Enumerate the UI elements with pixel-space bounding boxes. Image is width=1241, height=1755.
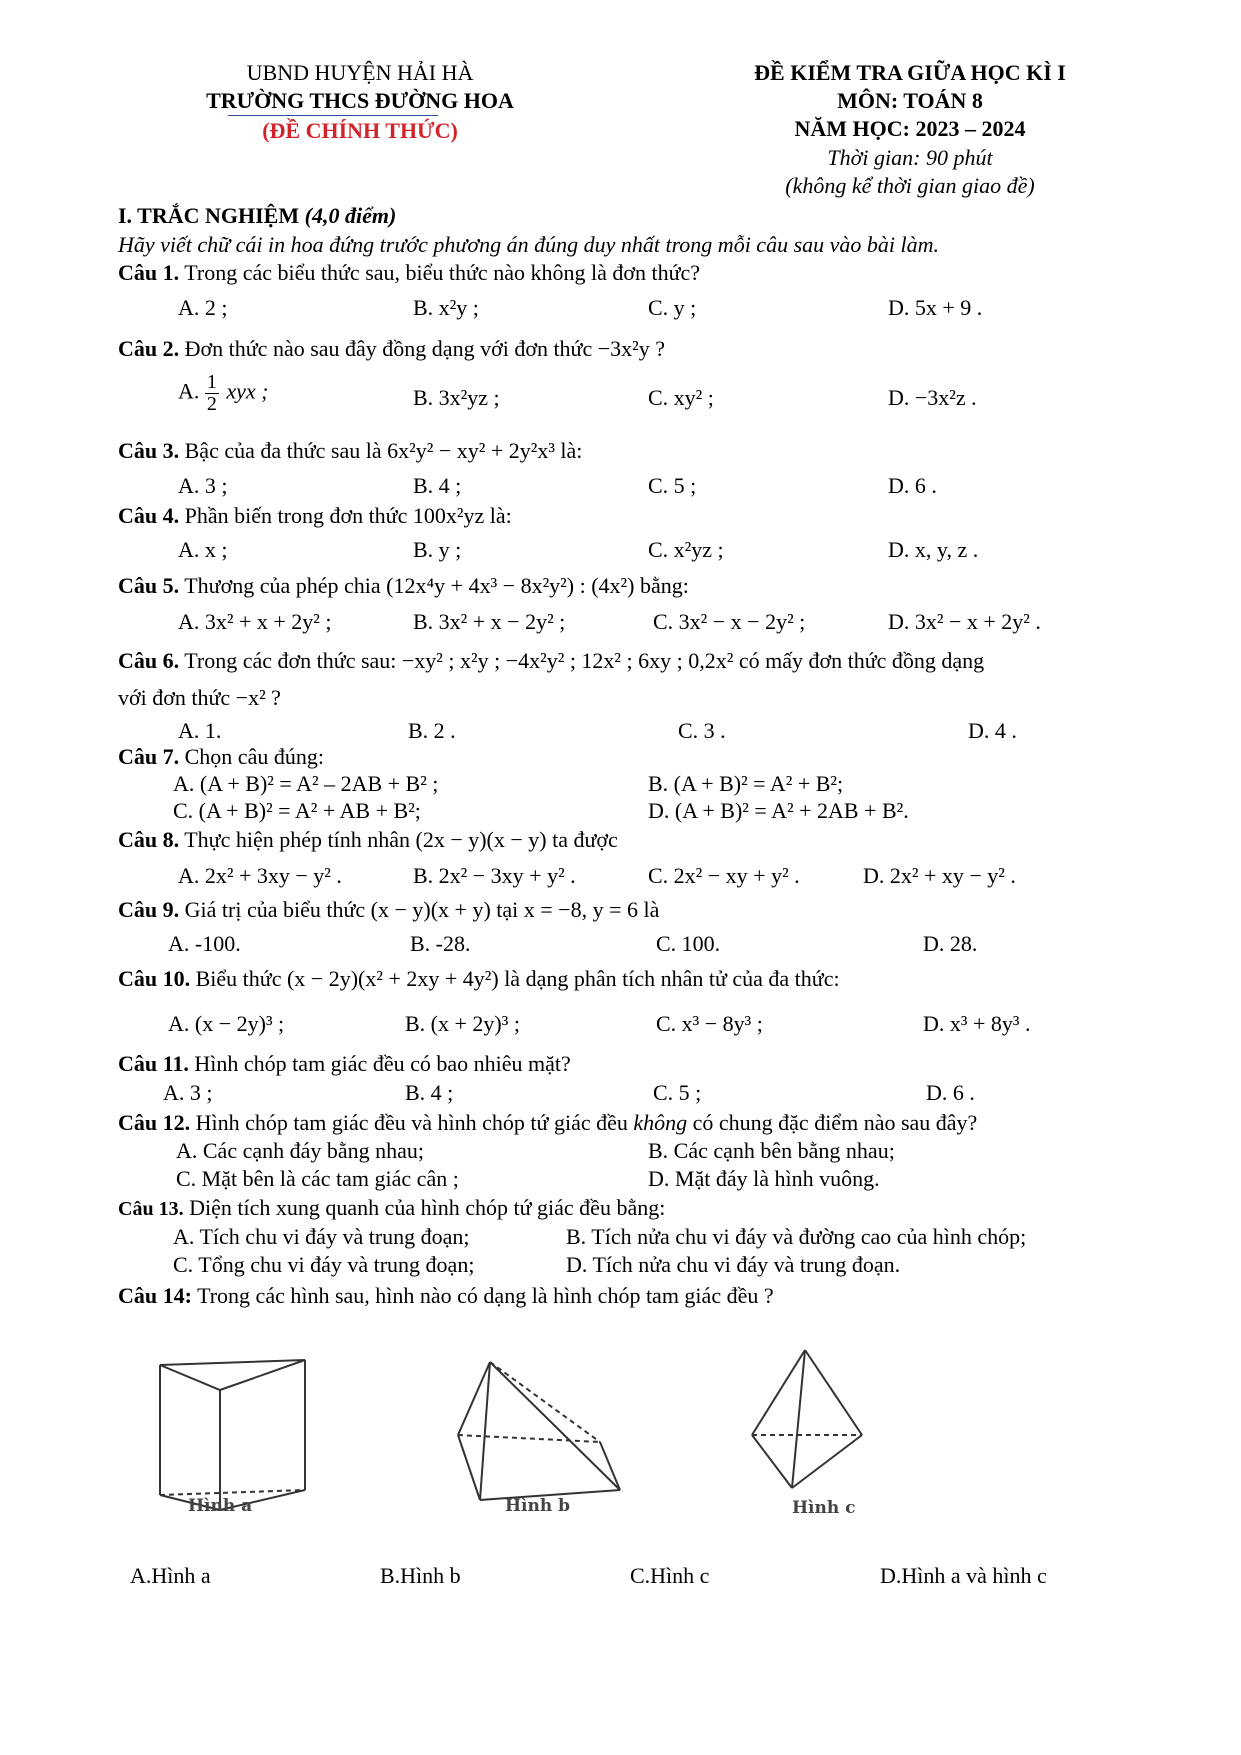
question-11 [118,1053,571,1075]
question-label: Câu 3. [118,438,180,463]
q4-option-a: A. x ; [178,537,228,562]
q14-option-c: C.Hình c [630,1563,710,1588]
q1-option-b: B. x²y ; [413,295,479,320]
figure-a-label: Hình a [188,1496,253,1516]
q12-option-b: B. Các cạnh bên bằng nhau; [648,1138,895,1163]
question-text: Chọn câu đúng: [184,744,324,769]
question-text: Thương của phép chia (12x⁴y + 4x³ − 8x²y²) : (4x²) bằng: [184,573,689,598]
question-label: Câu 8. [118,827,180,852]
q4-option-b: B. y ; [413,537,462,562]
question-text: Thực hiện phép tính nhân (2x − y)(x − y) ta được [184,827,618,852]
fraction-numerator: 1 [206,371,217,393]
question-10 [118,968,840,990]
question-label: Câu 9. [118,897,180,922]
q2-option-b: B. 3x²yz ; [413,385,500,410]
question-label: Câu 7. [118,744,180,769]
fraction [205,372,219,415]
q13-option-d: D. Tích nửa chu vi đáy và trung đoạn. [566,1252,901,1277]
school-underline [228,115,438,116]
question-text: Bậc của đa thức sau là 6x²y² − xy² + 2y²x³ là: [184,438,583,463]
question-8 [118,829,618,851]
question-12 [118,1112,977,1134]
q5-option-d: D. 3x² − x + 2y² . [888,609,1041,634]
q2-option-a [178,372,269,415]
figure-a-prism [160,1360,305,1510]
q7-option-b: B. (A + B)² = A² + B²; [648,771,844,796]
question-label: Câu 13. [118,1198,184,1220]
q1-option-a: A. 2 ; [178,295,228,320]
subject: MÔN: TOÁN 8 [837,88,983,113]
q5-option-a: A. 3x² + x + 2y² ; [178,609,332,634]
q11-option-b: B. 4 ; [405,1080,454,1105]
q3-option-a: A. 3 ; [178,473,228,498]
section-score: (4,0 điểm) [304,203,397,228]
q3-option-c: C. 5 ; [648,473,697,498]
q13-option-c: C. Tổng chu vi đáy và trung đoạn; [173,1252,475,1277]
question-3 [118,440,582,462]
q9-option-a: A. -100. [168,931,241,956]
option-expression: xyx ; [226,378,269,404]
question-4 [118,505,512,527]
section-heading [118,205,396,227]
question-text: Đơn thức nào sau đây đồng dạng với đơn thức −3x²y ? [184,336,666,361]
q4-option-d: D. x, y, z . [888,537,979,562]
q11-option-a: A. 3 ; [163,1080,213,1105]
time-note: (không kể thời gian giao đề) [785,173,1035,198]
figure-c-label: Hình c [792,1498,856,1518]
question-emphasis: không [633,1110,688,1135]
q6-option-b: B. 2 . [408,718,456,743]
school-name: TRƯỜNG THCS ĐƯỜNG HOA [206,88,514,113]
q7-option-a: A. (A + B)² = A² – 2AB + B² ; [173,771,439,796]
instruction: Hãy viết chữ cái in hoa đứng trước phương án đúng duy nhất trong mỗi câu sau vào bài làm. [118,232,940,257]
school-year: NĂM HỌC: 2023 – 2024 [794,116,1026,141]
q11-option-c: C. 5 ; [653,1080,702,1105]
question-label: Câu 11. [118,1051,189,1076]
figure-b-pyramid [458,1362,620,1500]
q14-option-d: D.Hình a và hình c [880,1563,1047,1588]
q4-option-c: C. x²yz ; [648,537,724,562]
question-13 [118,1197,665,1219]
question-text-end: có chung đặc điểm nào sau đây? [692,1110,978,1135]
question-9 [118,899,659,921]
question-14 [118,1285,774,1307]
q8-option-b: B. 2x² − 3xy + y² . [413,863,576,888]
q9-option-b: B. -28. [410,931,471,956]
q10-option-d: D. x³ + 8y³ . [923,1011,1031,1036]
q5-option-b: B. 3x² + x − 2y² ; [413,609,566,634]
question-label: Câu 4. [118,503,180,528]
question-text: Hình chóp tam giác đều có bao nhiêu mặt? [194,1051,571,1076]
question-7 [118,746,324,768]
question-6-continued: với đơn thức −x² ? [118,685,281,710]
q9-option-c: C. 100. [656,931,721,956]
question-label: Câu 10. [118,966,191,991]
q8-option-a: A. 2x² + 3xy − y² . [178,863,342,888]
q6-option-d: D. 4 . [968,718,1017,743]
question-6 [118,650,984,672]
question-text: Trong các hình sau, hình nào có dạng là hình chóp tam giác đều ? [197,1283,774,1308]
q14-option-a: A.Hình a [130,1563,211,1588]
q1-option-c: C. y ; [648,295,697,320]
question-text: Biểu thức (x − 2y)(x² + 2xy + 4y²) là dạng phân tích nhân tử của đa thức: [195,966,840,991]
option-letter: A. [178,378,200,404]
q2-option-c: C. xy² ; [648,385,714,410]
q3-option-d: D. 6 . [888,473,937,498]
q10-option-a: A. (x − 2y)³ ; [168,1011,285,1036]
q10-option-b: B. (x + 2y)³ ; [405,1011,520,1036]
q7-option-d: D. (A + B)² = A² + 2AB + B². [648,798,909,823]
question-label: Câu 14: [118,1283,192,1308]
q6-option-a: A. 1. [178,718,222,743]
time-limit: Thời gian: 90 phút [827,145,993,170]
question-5 [118,575,689,597]
q7-option-c: C. (A + B)² = A² + AB + B²; [173,798,421,823]
q12-option-c: C. Mặt bên là các tam giác cân ; [176,1166,459,1191]
question-label: Câu 5. [118,573,180,598]
question-label: Câu 12. [118,1110,191,1135]
question-label: Câu 6. [118,648,180,673]
q13-option-b: B. Tích nửa chu vi đáy và đường cao của hình chóp; [566,1224,1027,1249]
section-title: I. TRẮC NGHIỆM [118,203,300,228]
q3-option-b: B. 4 ; [413,473,462,498]
q8-option-d: D. 2x² + xy − y² . [863,863,1016,888]
question-text: Phần biến trong đơn thức 100x²yz là: [184,503,512,528]
district-name: UBND HUYỆN HẢI HÀ [246,60,474,85]
q11-option-d: D. 6 . [926,1080,975,1105]
question-label: Câu 2. [118,336,180,361]
question-label: Câu 1. [118,260,180,285]
question-text: Diện tích xung quanh của hình chóp tứ giác đều bằng: [189,1195,666,1220]
q1-option-d: D. 5x + 9 . [888,295,983,320]
q12-option-a: A. Các cạnh đáy bằng nhau; [176,1138,425,1163]
q12-option-d: D. Mặt đáy là hình vuông. [648,1166,880,1191]
official-label: (ĐỀ CHÍNH THỨC) [262,118,458,143]
q8-option-c: C. 2x² − xy + y² . [648,863,800,888]
question-text: Trong các đơn thức sau: −xy² ; x²y ; −4x²y² ; 12x² ; 6xy ; 0,2x² có mấy đơn thức đồng dạng [184,648,985,673]
q10-option-c: C. x³ − 8y³ ; [656,1011,763,1036]
question-text: Trong các biểu thức sau, biểu thức nào không là đơn thức? [184,260,701,285]
q6-option-c: C. 3 . [678,718,726,743]
q2-option-d: D. −3x²z . [888,385,977,410]
question-text: Hình chóp tam giác đều và hình chóp tứ giác đều [195,1110,628,1135]
q13-option-a: A. Tích chu vi đáy và trung đoạn; [173,1224,470,1249]
q5-option-c: C. 3x² − x − 2y² ; [653,609,806,634]
question-2 [118,338,665,360]
q14-option-b: B.Hình b [380,1563,461,1588]
question-1 [118,262,700,284]
fraction-denominator: 2 [206,393,217,415]
q9-option-d: D. 28. [923,931,978,956]
figure-c-pyramid [752,1350,862,1488]
question-text: Giá trị của biểu thức (x − y)(x + y) tại x = −8, y = 6 là [184,897,660,922]
exam-title: ĐỀ KIỂM TRA GIỮA HỌC KÌ I [754,60,1066,85]
q14-figures [140,1340,1100,1540]
figure-b-label: Hình b [505,1496,571,1516]
